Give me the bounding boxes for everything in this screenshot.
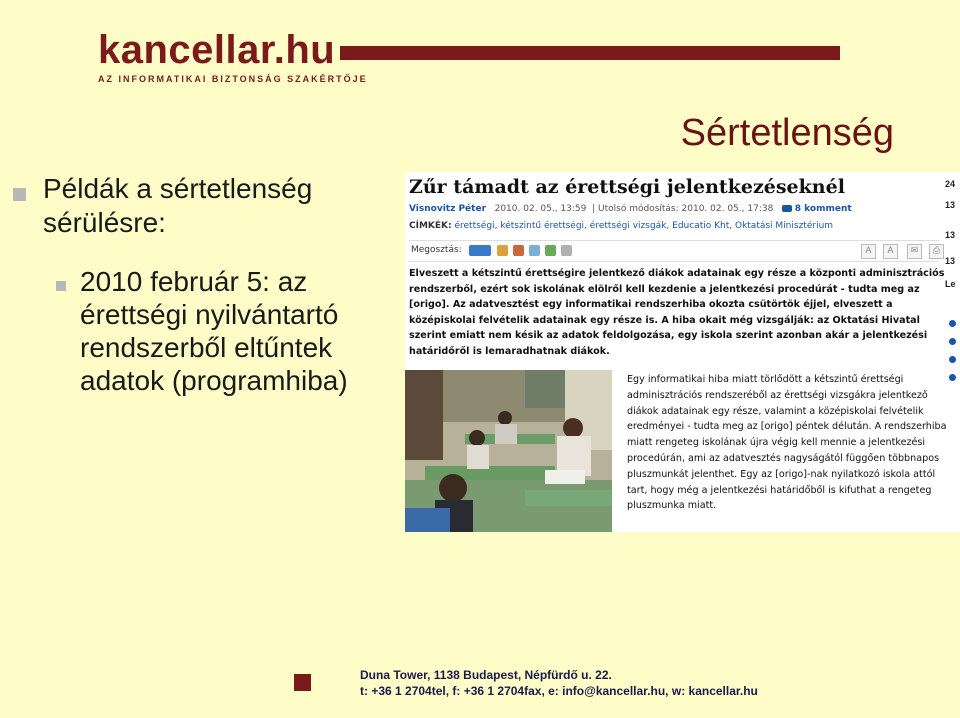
bullet-text-1: Példák a sértetlenség sérülésre:	[43, 173, 313, 238]
share-origo-icon[interactable]	[469, 245, 491, 256]
tag-link[interactable]: Oktatási Minisztérium	[734, 221, 834, 231]
article-comments-link[interactable]: 8 komment	[794, 204, 852, 214]
sidebar-bullets	[949, 320, 956, 392]
share-more-icon[interactable]	[561, 245, 572, 256]
tag-link[interactable]: érettségi vizsgák	[589, 221, 667, 231]
bullet-dot	[949, 320, 956, 327]
article-lead: Elveszett a kétszintű érettségire jelentkező diákok adatainak egy része a központi adminisztrációs rendszerből, ezért sok iskolának elölről kell kezdenie a jelentkezési procedúrát - tudta meg az [origo]. Az adatvesztést egy informatikai rendszerhiba okozta csütörtök éjjel, elveszett a középiskolai felvételik adatainak egy része is. A hiba okait még vizsgálják: az Oktatási Hivatal szerint emiatt nem késik az adatok feldolgozása, egy iskola szerint azonban akár a jelentkezési határidőről is lemaradhatnak diákok.	[409, 268, 945, 357]
share-iwiw-icon[interactable]	[497, 245, 508, 256]
article-title: Zűr támadt az érettségi jelentkezéseknél	[409, 176, 845, 198]
tag-link[interactable]: Educatio Kht	[672, 221, 730, 231]
slide-title: Sértetlenség	[680, 112, 894, 154]
footer-square	[294, 674, 311, 691]
sub-bullet-marker	[56, 281, 66, 291]
classroom-photo	[405, 370, 612, 532]
sidebar-fragment: 13	[945, 256, 956, 266]
logo	[98, 30, 368, 84]
share-label: Megosztás:	[411, 245, 462, 255]
sidebar-fragment: 13	[945, 230, 956, 240]
share-bar	[409, 240, 939, 262]
share-bookmark-icon[interactable]	[513, 245, 524, 256]
classroom-photo-illustration	[405, 370, 612, 532]
logo-tagline: AZ INFORMATIKAI BIZTONSÁG SZAKÉRTŐJE	[98, 74, 368, 84]
tag-link[interactable]: érettségi	[454, 221, 495, 231]
print-icon[interactable]: ⎙	[929, 244, 944, 259]
article-author[interactable]: Visnovitz Péter	[409, 204, 487, 214]
bullet-dot	[949, 338, 956, 345]
share-twitter-icon[interactable]	[529, 245, 540, 256]
article-meta: Visnovitz Péter 2010. 02. 05., 13:59 | Utolsó módosítás: 2010. 02. 05., 17:38 8 komment	[409, 204, 852, 214]
sidebar-fragment: 24	[945, 179, 956, 189]
header-bar	[340, 46, 840, 60]
font-larger-icon[interactable]: A	[861, 244, 876, 259]
bullet-dot	[949, 356, 956, 363]
article-body: Egy informatikai hiba miatt törlődött a kétszintű érettségi adminisztrációs rendszeréből az érettségi vizsgákra jelentkező diákok adatainak egy része, valamint a középiskolai felvételik eredményei - tudta meg az [origo] péntek délután. A rendszerhiba miatt rengeteg iskolának újra végig kell mennie a jelentkezési procedúrán, ami az adatvesztés nagyságától függően többnapos pluszmunkát jelenthet. Egy az [origo]-nak nyilatkozó iskola attól tart, hogy még a jelentkezési határidőből is kifuthat a rengeteg pluszmunka miatt.	[627, 374, 947, 512]
font-smaller-icon[interactable]: A	[883, 244, 898, 259]
article-date: 2010. 02. 05., 13:59	[494, 204, 587, 214]
comment-icon	[782, 205, 792, 212]
footer-contact: t: +36 1 2704tel, f: +36 1 2704fax, e: info@kancellar.hu, w: kancellar.hu	[360, 684, 758, 698]
logo-text: kancellar.hu	[98, 28, 336, 72]
tag-link[interactable]: kétszintű érettségi	[500, 221, 585, 231]
article-screenshot	[405, 172, 960, 532]
bullet-dot	[949, 374, 956, 381]
footer-address: Duna Tower, 1138 Budapest, Népfürdő u. 22.	[360, 668, 612, 682]
tags-label: CÍMKÉK:	[409, 221, 452, 231]
article-modified: 2010. 02. 05., 17:38	[681, 204, 774, 214]
article-tags: CÍMKÉK: érettségi, kétszintű érettségi, érettségi vizsgák, Educatio Kht, Oktatási Minisztérium	[409, 221, 834, 231]
sidebar-fragment: Le	[945, 279, 956, 289]
bullet-marker	[13, 188, 26, 201]
sidebar-fragment: 13	[945, 200, 956, 210]
bullet-text-2: 2010 február 5: az érettségi nyilvántartó rendszerből eltűntek adatok (programhiba)	[80, 266, 348, 396]
email-icon[interactable]: ✉	[907, 244, 922, 259]
share-delicious-icon[interactable]	[545, 245, 556, 256]
article-modified-label: Utolsó módosítás:	[598, 204, 679, 214]
